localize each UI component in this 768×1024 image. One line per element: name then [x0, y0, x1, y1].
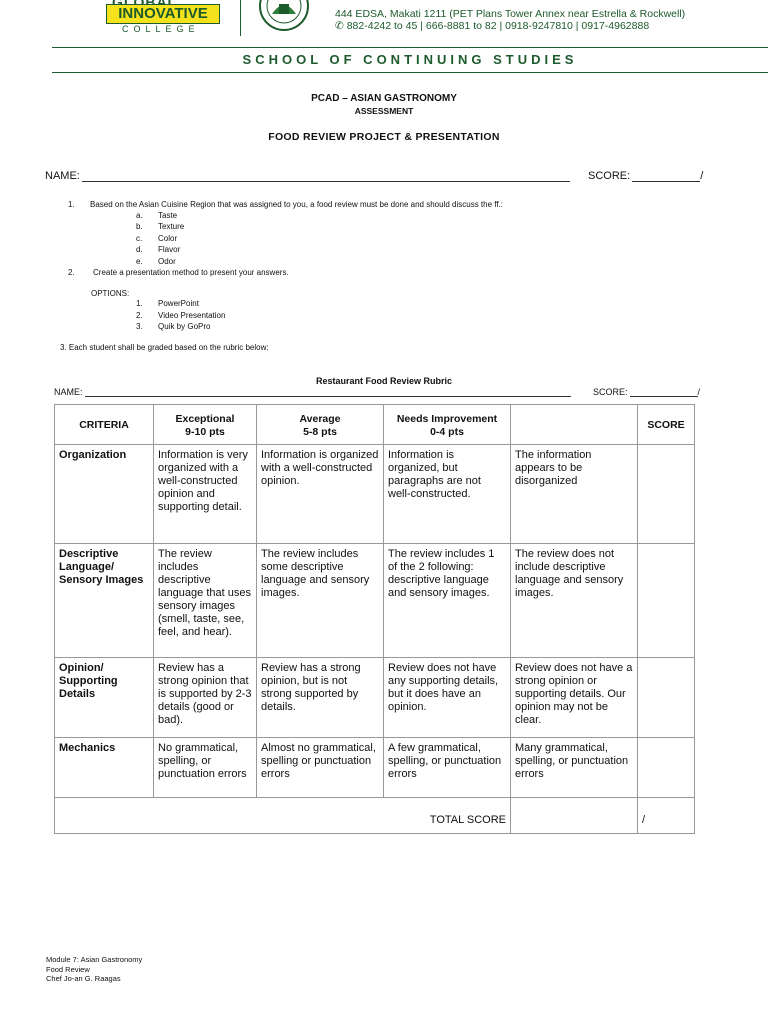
- table-row: [55, 544, 695, 658]
- total-blank-cell: [511, 798, 638, 834]
- instruction-2-text: Create a presentation method to present your answers.: [93, 268, 289, 277]
- list-item: Flavor: [158, 245, 181, 254]
- score-suffix: /: [697, 387, 701, 397]
- name-blank[interactable]: [85, 387, 571, 397]
- rubric-title: Restaurant Food Review Rubric: [315, 376, 453, 386]
- school-name: SCHOOL OF CONTINUING STUDIES: [242, 52, 578, 67]
- exceptional-cell: Information is very organized with a well-constructed opinion and supporting detail.: [154, 445, 257, 544]
- list-item: Color: [158, 234, 178, 243]
- list-item-letter: c.: [136, 234, 143, 243]
- poor-cell: Review does not have a strong opinion or supporting details. Our opinion may not be clear.: [511, 658, 638, 738]
- exceptional-cell: No grammatical, spelling, or punctuation errors: [154, 738, 257, 798]
- list-item: Taste: [158, 211, 178, 220]
- instruction-3-text: 3. Each student shall be graded based on the rubric below:: [60, 343, 269, 352]
- option-item: Quik by GoPro: [158, 322, 211, 331]
- school-address: [335, 0, 685, 32]
- assessment-label: ASSESSMENT: [354, 106, 414, 116]
- total-score-cell[interactable]: /: [638, 798, 695, 834]
- table-row: [55, 738, 695, 798]
- total-row: [55, 798, 695, 834]
- name-label: NAME:: [54, 387, 83, 397]
- logo-innovative: INNOVATIVE: [106, 4, 220, 24]
- score-blank[interactable]: [632, 170, 700, 182]
- needs-improvement-cell: Information is organized, but paragraphs are not well-constructed.: [384, 445, 511, 544]
- college-seal-icon: [258, 0, 310, 32]
- score-cell[interactable]: [638, 445, 695, 544]
- header-points: 0-4 pts: [430, 425, 464, 438]
- name-blank[interactable]: [82, 170, 570, 182]
- poor-cell: Many grammatical, spelling, or punctuation errors: [511, 738, 638, 798]
- table-row: [55, 445, 695, 544]
- average-cell: Almost no grammatical, spelling or punctuation errors: [257, 738, 384, 798]
- header-rule-bottom: [52, 72, 768, 73]
- column-header-exceptional: [154, 405, 257, 445]
- header-points: 5-8 pts: [303, 425, 337, 438]
- rubric-score-field[interactable]: [593, 387, 700, 397]
- option-number: 1.: [136, 299, 143, 308]
- footer-topic: Food Review: [46, 964, 90, 974]
- table-row: [55, 658, 695, 738]
- exceptional-cell: Review has a strong opinion that is supported by 2-3 details (good or bad).: [154, 658, 257, 738]
- list-item: Texture: [158, 222, 185, 231]
- header-label: Exceptional: [175, 412, 235, 425]
- list-item-letter: e.: [136, 257, 143, 266]
- exceptional-cell: The review includes descriptive language that uses sensory images (smell, taste, see, feel, and hear).: [154, 544, 257, 658]
- page-footer: [46, 955, 142, 984]
- criteria-cell: Opinion/ Supporting Details: [55, 658, 154, 738]
- poor-cell: The information appears to be disorganized: [511, 445, 638, 544]
- average-cell: Information is organized with a well-constructed opinion.: [257, 445, 384, 544]
- score-blank[interactable]: [630, 387, 698, 397]
- course-title: PCAD – ASIAN GASTRONOMY: [311, 93, 457, 104]
- rubric-table: [54, 404, 695, 834]
- letterhead: [0, 0, 768, 40]
- column-header-needs-improvement: [384, 405, 511, 445]
- name-field[interactable]: [45, 170, 570, 182]
- list-item: Odor: [158, 257, 176, 266]
- needs-improvement-cell: Review does not have any supporting details, but it does have an opinion.: [384, 658, 511, 738]
- header-rule-top: [52, 47, 768, 48]
- score-label: SCORE:: [593, 387, 628, 397]
- column-header-score: SCORE: [638, 405, 695, 445]
- contact-numbers: ✆ 882-4242 to 45 | 666-8881 to 82 | 0918-9247810 | 0917-4962888: [335, 20, 650, 32]
- score-field[interactable]: [588, 170, 703, 182]
- header-divider: [240, 0, 241, 36]
- footer-author: Chef Jo-an G. Raagas: [46, 974, 121, 983]
- option-item: PowerPoint: [158, 299, 199, 308]
- score-cell[interactable]: [638, 658, 695, 738]
- score-suffix: /: [700, 170, 704, 182]
- total-score-label: TOTAL SCORE: [55, 798, 511, 834]
- instruction-1-text: Based on the Asian Cuisine Region that was assigned to you, a food review must be done and should discuss the ff.:: [90, 200, 503, 209]
- needs-improvement-cell: A few grammatical, spelling, or punctuation errors: [384, 738, 511, 798]
- list-item-letter: b.: [136, 222, 143, 231]
- list-item-letter: d.: [136, 245, 143, 254]
- column-header-criteria: CRITERIA: [55, 405, 154, 445]
- options-label: OPTIONS:: [91, 289, 130, 298]
- column-header-average: [257, 405, 384, 445]
- score-cell[interactable]: [638, 738, 695, 798]
- needs-improvement-cell: The review includes 1 of the 2 following: descriptive language and sensory images.: [384, 544, 511, 658]
- header-label: Average: [299, 412, 341, 425]
- average-cell: The review includes some descriptive language and sensory images.: [257, 544, 384, 658]
- table-header-row: [55, 405, 695, 445]
- poor-cell: The review does not include descriptive language and sensory images.: [511, 544, 638, 658]
- column-header-blank: [511, 405, 638, 445]
- instruction-2-number: 2.: [68, 268, 75, 277]
- footer-module: Module 7: Asian Gastronomy: [46, 955, 143, 964]
- score-label: SCORE:: [588, 170, 631, 182]
- criteria-cell: Organization: [55, 445, 154, 544]
- rubric-name-field[interactable]: [54, 387, 571, 397]
- header-points: 9-10 pts: [185, 425, 225, 438]
- header-label: Needs Improvement: [396, 412, 498, 425]
- criteria-cell: Mechanics: [55, 738, 154, 798]
- instruction-1-number: 1.: [68, 200, 75, 209]
- project-title: FOOD REVIEW PROJECT & PRESENTATION: [268, 131, 500, 143]
- option-number: 3.: [136, 322, 143, 331]
- score-cell[interactable]: [638, 544, 695, 658]
- name-label: NAME:: [45, 170, 80, 182]
- option-number: 2.: [136, 311, 143, 320]
- option-item: Video Presentation: [158, 311, 226, 320]
- average-cell: Review has a strong opinion, but is not strong supported by details.: [257, 658, 384, 738]
- logo-college-text: COLLEGE: [122, 24, 200, 34]
- address-line: 444 EDSA, Makati 1211 (PET Plans Tower Annex near Estrella & Rockwell): [335, 8, 686, 20]
- criteria-cell: Descriptive Language/ Sensory Images: [55, 544, 154, 658]
- list-item-letter: a.: [136, 211, 143, 220]
